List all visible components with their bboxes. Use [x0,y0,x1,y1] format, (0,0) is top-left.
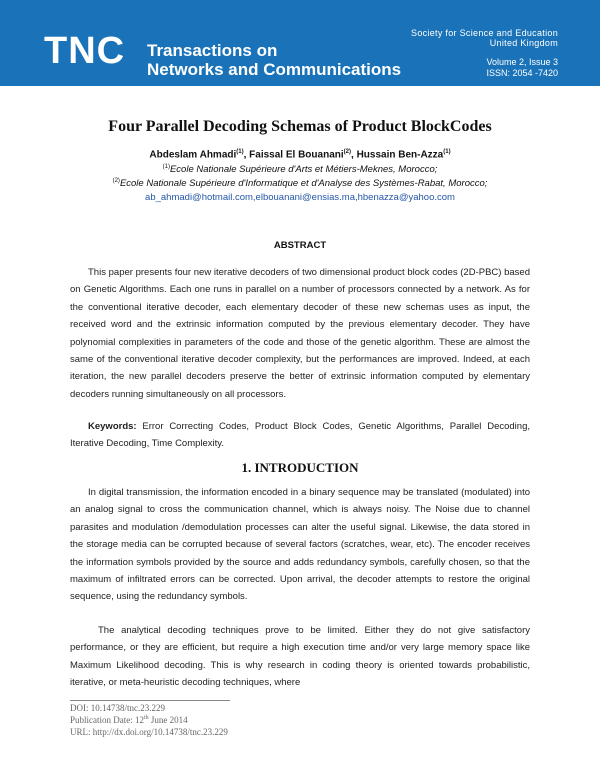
pub-date-suffix: June 2014 [148,715,188,725]
author-mark: (1) [236,149,244,155]
affiliation-mark: (2) [112,178,120,184]
affiliation-text: Ecole Nationale Supérieure d'Arts et Métiers-Meknes, Morocco; [169,164,438,176]
footer-url[interactable]: URL: http://dx.doi.org/10.14738/tnc.23.229 [70,727,228,737]
footer-doi: DOI: 10.14738/tnc.23.229 [70,703,165,713]
footer-publication-date [70,715,188,725]
affiliation-1 [0,164,600,175]
affiliation-text: Ecole Nationale Supérieure d'Informatique et d'Analyse des Systèmes-Rabat, Morocco; [119,178,488,190]
author-emails[interactable]: ab_ahmadi@hotmail.com,elbouanani@ensias.ma,hbenazza@yahoo.com [145,192,455,203]
author-mark: (2) [343,149,351,155]
author-name: Faissal El Bouanani [249,149,344,161]
affiliation-2 [0,178,600,189]
author-name: Abdeslam Ahmadi [149,149,237,161]
keywords [70,418,530,453]
footnote-divider [70,700,230,701]
abstract-heading: ABSTRACT [273,240,327,251]
journal-title-line1: Transactions on [147,41,278,60]
intro-paragraph-1: In digital transmission, the information encoded in a binary sequence may be translated (modulated) into an analog signal to cross the communication channel, which is always noisy. The Noise due to channel parasites and modulation /demodulation processes can alter the useful signal. Likewise, the data stored in the storage media can be corrupted because of several factors (scratches, wear, etc). The encoder receives the information symbols provided by the source and adds redundancy symbols, carefully chosen, so that the maximum of infiltrated errors can be corrected. Upon arrival, the decoder attempts to restore the original sequence, using the redundancy symbols. [70,487,530,603]
section-heading-introduction: 1. INTRODUCTION [241,460,359,475]
pub-date-prefix: Publication Date: 12 [70,715,144,725]
society-country: United Kingdom [489,38,558,48]
author-mark: (1) [443,149,451,155]
journal-title-line2: Networks and Communications [147,60,402,79]
abstract-text: This paper presents four new iterative decoders of two dimensional product block codes (2D-PBC) based on Genetic Algorithms. Each one runs in parallel on a number of processors connected by a network. As for the conventional iterative decoder, each elementary decoder of these new schemas uses as input, the received word and the extrinsic information computed by the previous elementary decoder. They have polynomial complexities in parameters of the code and those of the genetic algorithm. These are almost the same of the conventional iterative decoder complexity, but the performances are improved. Indeed, at each iteration, the new parallel decoders preserve the better of extrinsic information computed by elementary decoders running simultaneously on all processors. [70,267,530,400]
author-name: Hussain Ben-Azza [356,149,444,161]
keywords-label: Keywords: [88,421,137,432]
pub-date-sup: th [144,715,149,721]
intro-paragraph-2: The analytical decoding techniques prove to be limited. Either they do not give satisfactory performance, or they are efficient, but require a high execution time and/or very large memory space like Maximum Likelihood decoding. This is why research in coding theory is oriented towards probabilistic, iterative, or meta-heuristic decoding techniques, where [70,625,530,689]
affiliation-mark: (1) [162,164,170,170]
keywords-list: Error Correcting Codes, Product Block Codes, Genetic Algorithms, Parallel Decoding, Iterative Decoding, Time Complexity. [70,421,530,450]
author-list: Abdeslam Ahmadi$^{(1)}$, Faissal El Bouanani$^{(2)}$, Hussain Ben-Azza$^{(1)}$ [149,149,451,161]
volume-issue: Volume 2, Issue 3 [486,57,558,67]
paper-title: Four Parallel Decoding Schemas of Product BlockCodes [108,118,492,135]
journal-logo: TNC [44,30,126,72]
issn: ISSN: 2054 -7420 [486,68,558,78]
society-name: Society for Science and Education [411,28,558,38]
journal-banner [0,0,600,86]
